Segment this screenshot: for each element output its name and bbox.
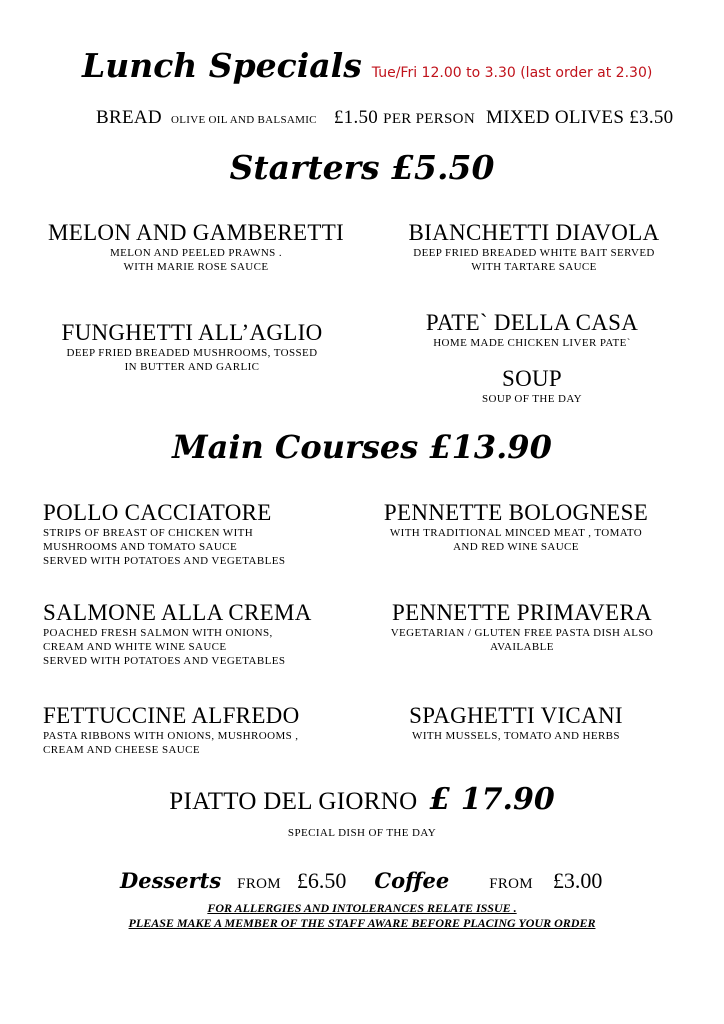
dish-description: WITH TARTARE SAUCE xyxy=(471,261,597,273)
bread-description: OLIVE OIL AND BALSAMIC xyxy=(170,114,317,126)
dish-description: VEGETARIAN / GLUTEN FREE PASTA DISH ALSO xyxy=(390,627,654,639)
starters-heading-wrap xyxy=(0,148,724,187)
bread-label: BREAD xyxy=(96,107,162,128)
dish-name: BIANCHETTI DIAVOLA xyxy=(408,220,660,245)
dish-name: FETTUCCINE ALFREDO xyxy=(43,703,300,728)
coffee-price: £3.00 xyxy=(552,868,603,893)
starter-item xyxy=(376,310,688,350)
dish-name: POLLO CACCIATORE xyxy=(43,500,272,525)
per-person-label: PER PERSON xyxy=(383,111,475,127)
dish-name: SALMONE ALLA CREMA xyxy=(43,600,312,625)
special-price: £ 17.90 xyxy=(429,782,555,817)
dish-description: DEEP FRIED BREADED MUSHROOMS, TOSSED xyxy=(66,347,318,359)
desserts-coffee-line xyxy=(120,868,700,894)
main-course-item xyxy=(362,600,682,654)
allergy-notice-line: FOR ALLERGIES AND INTOLERANCES RELATE ISSUE . xyxy=(207,901,517,915)
opening-hours: Tue/Fri 12.00 to 3.30 (last order at 2.30) xyxy=(371,65,653,81)
dish-description: PASTA RIBBONS WITH ONIONS, MUSHROOMS , xyxy=(43,730,299,742)
starters-heading: Starters £5.50 xyxy=(229,148,495,187)
special-of-day xyxy=(0,782,724,817)
dish-description: MUSHROOMS AND TOMATO SAUCE xyxy=(43,541,238,553)
desserts-price: £6.50 xyxy=(296,868,347,893)
mains-heading: Main Courses £13.90 xyxy=(172,428,552,466)
main-course-item xyxy=(43,600,353,668)
coffee-label: Coffee xyxy=(374,868,450,893)
dish-description: STRIPS OF BREAST OF CHICKEN WITH xyxy=(43,527,254,539)
dish-description: CREAM AND WHITE WINE SAUCE xyxy=(43,641,227,653)
bread-line xyxy=(96,106,673,132)
dish-description: WITH TRADITIONAL MINCED MEAT , TOMATO xyxy=(389,527,643,539)
dish-description: SERVED WITH POTATOES AND VEGETABLES xyxy=(43,555,286,567)
bread-price: £1.50 xyxy=(333,107,379,128)
special-description: SPECIAL DISH OF THE DAY xyxy=(287,827,437,839)
dish-description: CREAM AND CHEESE SAUCE xyxy=(43,744,201,756)
dish-name: PENNETTE PRIMAVERA xyxy=(392,600,652,625)
desserts-label: Desserts xyxy=(120,868,222,893)
dish-name: SPAGHETTI VICANI xyxy=(409,703,623,728)
dish-description: IN BUTTER AND GARLIC xyxy=(124,361,260,373)
dish-description: DEEP FRIED BREADED WHITE BAIT SERVED xyxy=(413,247,655,259)
dish-name: PATE` DELLA CASA xyxy=(425,310,639,335)
allergy-notice-line: PLEASE MAKE A MEMBER OF THE STAFF AWARE BEFORE PLACING YOUR ORDER xyxy=(128,916,596,930)
main-course-item xyxy=(43,703,353,757)
dish-description: POACHED FRESH SALMON WITH ONIONS, xyxy=(43,627,273,639)
olives-item: MIXED OLIVES £3.50 xyxy=(486,107,674,128)
dish-description: WITH MARIE ROSE SAUCE xyxy=(123,261,269,273)
dish-description: SOUP OF THE DAY xyxy=(481,393,583,405)
coffee-from: FROM xyxy=(489,876,533,892)
allergy-notice xyxy=(0,901,724,931)
dish-description: AVAILABLE xyxy=(490,641,554,653)
dish-description: SERVED WITH POTATOES AND VEGETABLES xyxy=(43,655,286,667)
desserts-from: FROM xyxy=(237,876,281,892)
starter-item xyxy=(36,320,348,374)
dish-description: WITH MUSSELS, TOMATO AND HERBS xyxy=(412,730,620,742)
dish-description: MELON AND PEELED PRAWNS . xyxy=(110,247,282,259)
starter-item xyxy=(376,366,688,406)
starter-item xyxy=(40,220,352,274)
main-course-item xyxy=(43,500,353,568)
dish-description: AND RED WINE SAUCE xyxy=(453,541,579,553)
dish-description: HOME MADE CHICKEN LIVER PATE` xyxy=(433,337,631,349)
dish-name: MELON AND GAMBERETTI xyxy=(47,220,345,245)
dish-name: FUNGHETTI ALL’AGLIO xyxy=(61,320,323,345)
header xyxy=(82,46,702,90)
main-course-item xyxy=(356,703,676,743)
special-name: PIATTO DEL GIORNO xyxy=(169,788,418,815)
mains-heading-wrap xyxy=(0,428,724,466)
starter-item xyxy=(378,220,690,274)
page-title: Lunch Specials xyxy=(82,46,362,85)
main-course-item xyxy=(356,500,676,554)
dish-name: SOUP xyxy=(501,366,562,391)
dish-name: PENNETTE BOLOGNESE xyxy=(383,500,649,525)
